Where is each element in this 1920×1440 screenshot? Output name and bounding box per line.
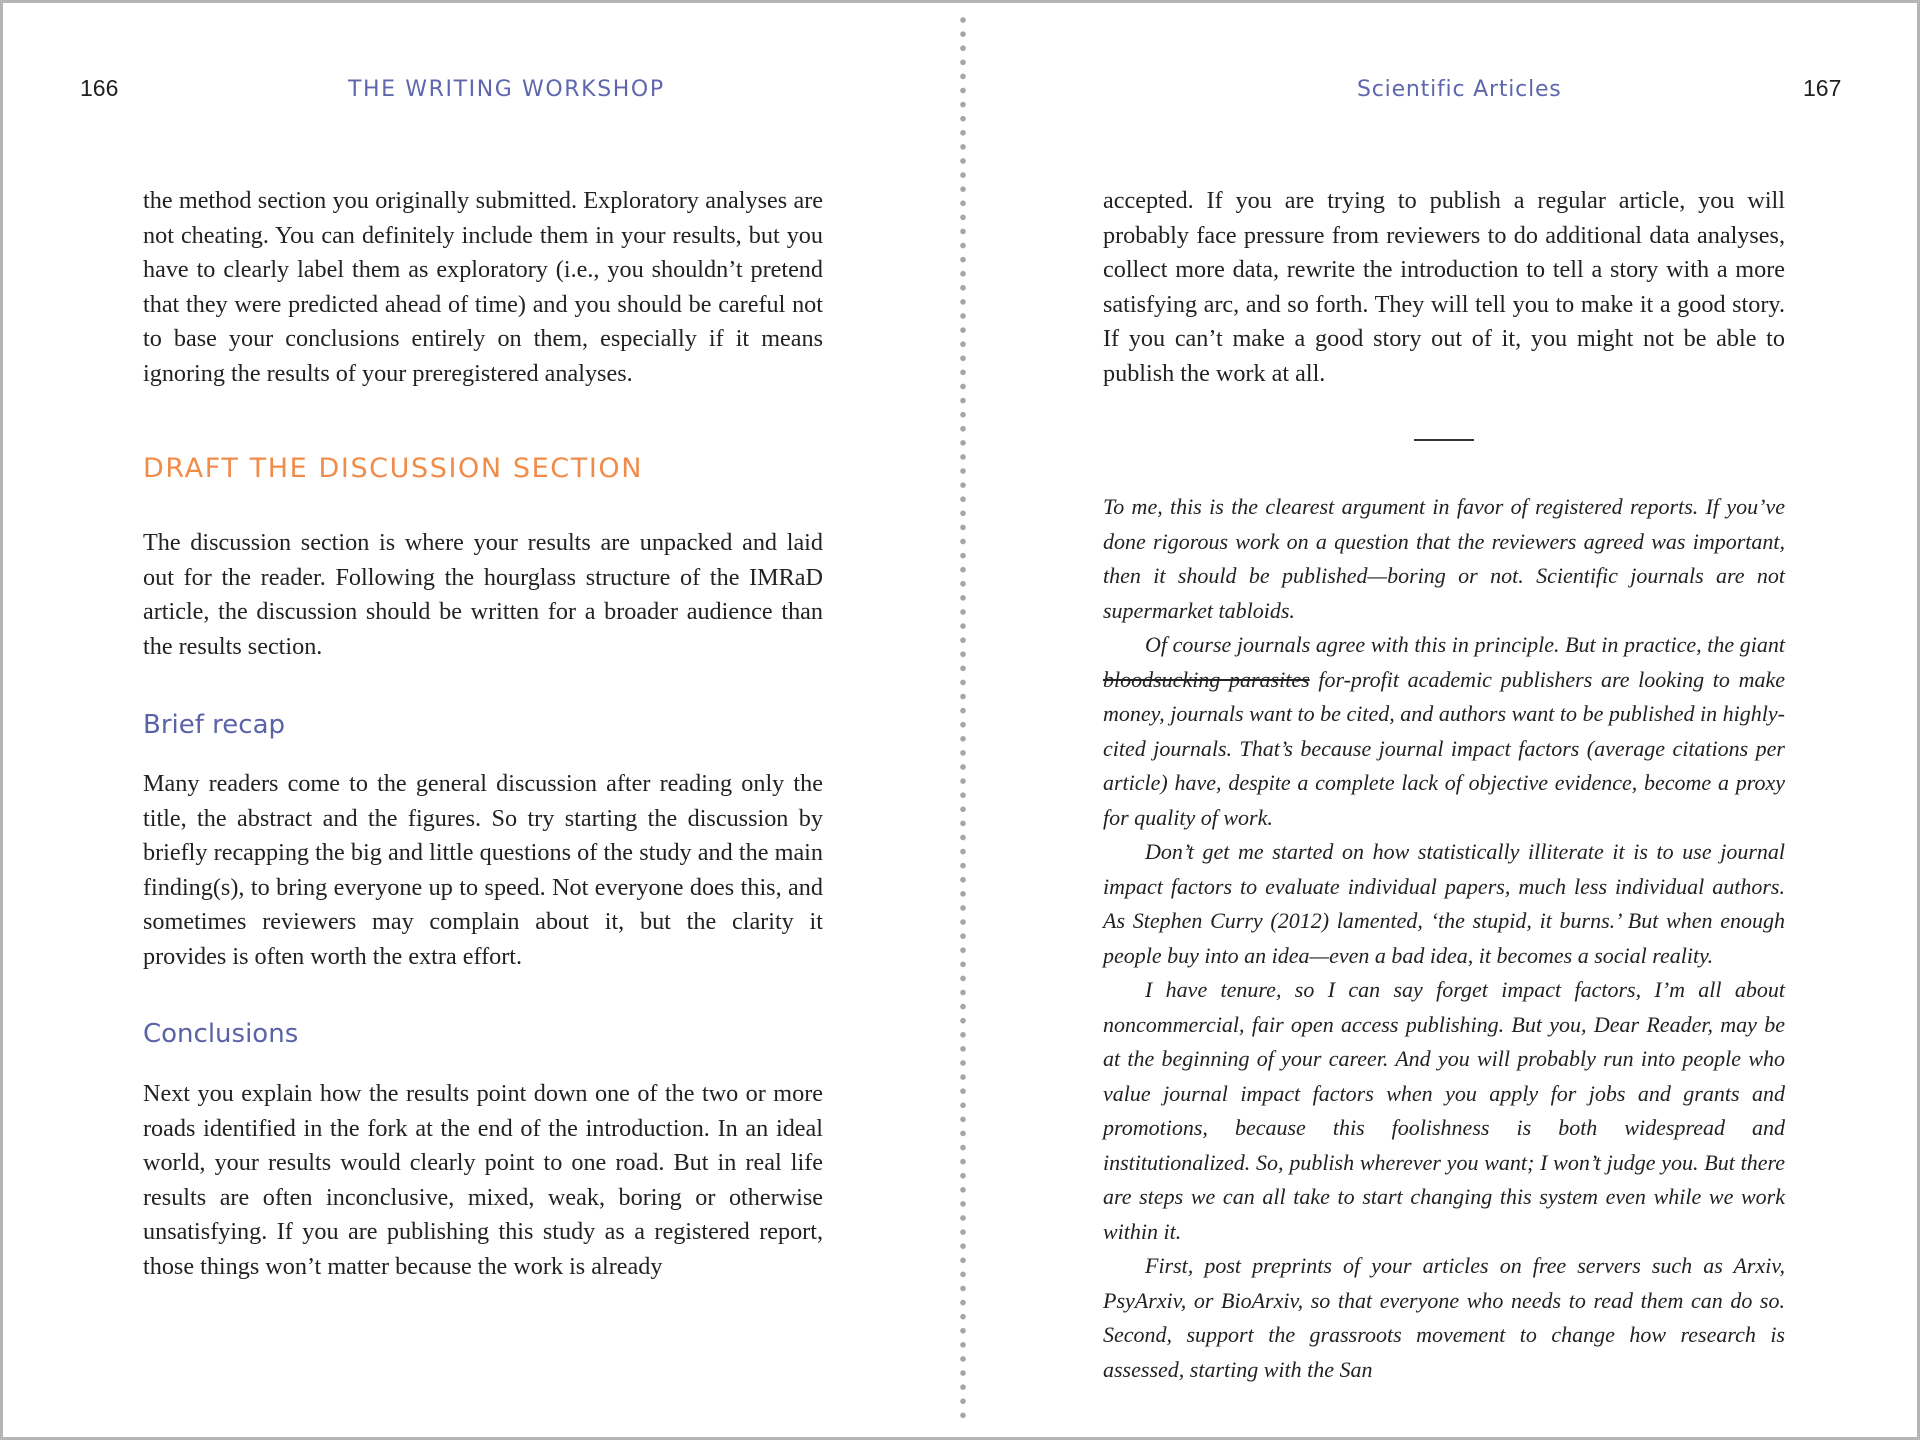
subheading-conclusions: Conclusions — [143, 1019, 299, 1049]
author-aside — [1103, 490, 1785, 1387]
discussion-paragraph: The discussion section is where your results are unpacked and laid out for the reader. Following the hourglass structure of the IMRaD article, the discussion should be written for a broader audience than the results section. — [143, 529, 823, 660]
right-page — [965, 3, 1917, 1437]
aside-paragraph: To me, this is the clearest argument in favor of registered reports. If you’ve done rigorous work on a question that the reviewers agreed was important, then it should be published—boring or not. Scientific journals are not supermarket tabloids. — [1103, 494, 1785, 623]
continued-paragraph: accepted. If you are trying to publish a regular article, you will probably face pressure from reviewers to do additional data analyses, collect more data, rewrite the introduction to tell a story with a more satisfying arc, and so forth. They will tell you to make it a good story. If you can’t make a good story out of it, you might not be able to publish the work at all. — [1103, 187, 1785, 387]
intro-paragraph: the method section you originally submitted. Exploratory analyses are not cheating. You can definitely include them in your results, but you have to clearly label them as exploratory (i.e., you shouldn’t pretend that they were predicted ahead of time) and you should be careful not to base your conclusions entirely on them, especially if it means ignoring the results of your preregistered analyses. — [143, 187, 823, 387]
running-head: Scientific Articles — [1357, 77, 1562, 102]
aside-paragraph: Of course journals agree with this in principle. But in practice, the giant bloodsucking parasites for-profit academic publishers are looking to make money, journals want to be cited, and authors want to be published in highly-cited journals. That’s because journal impact factors (average citations per article) have, despite a complete lack of objective evidence, become a proxy for quality of work. — [1103, 632, 1785, 830]
struck-text: bloodsucking parasites — [1103, 666, 1310, 692]
aside-paragraph: I have tenure, so I can say forget impact factors, I’m all about noncommercial, fair open access publishing. But you, Dear Reader, may be at the beginning of your career. And you will probably run into people who value journal impact factors when you apply for jobs and grants and promotions, because this foolishness is both widespread and institutionalized. So, publish wherever you want; I won’t judge you. But there are steps we can all take to start changing this system even while we work within it. — [1103, 977, 1785, 1244]
aside-paragraph: Don’t get me started on how statistically illiterate it is to use journal impact factors to evaluate individual papers, much less individual authors. As Stephen Curry (2012) lamented, ‘the stupid, it burns.’ But when enough people buy into an idea—even a bad idea, it becomes a social reality. — [1103, 839, 1785, 968]
page-number: 167 — [1803, 75, 1842, 101]
left-page — [3, 3, 958, 1437]
section-break-rule — [1414, 439, 1474, 441]
aside-paragraph: First, post preprints of your articles on free servers such as Arxiv, PsyArxiv, or BioArxiv, so that everyone who needs to read them can do so. Second, support the grassroots movement to change how research is assessed, starting with the San — [1103, 1253, 1785, 1382]
running-head: THE WRITING WORKSHOP — [348, 77, 665, 102]
section-heading: DRAFT THE DISCUSSION SECTION — [143, 453, 644, 484]
brief-recap-paragraph: Many readers come to the general discussion after reading only the title, the abstract and the figures. So try starting the discussion by briefly recapping the big and little questions of the study and the main finding(s), to bring everyone up to speed. Not everyone does this, and sometimes reviewers may complain about it, but the clarity it provides is often worth the extra effort. — [143, 770, 823, 970]
page-number: 166 — [80, 75, 119, 101]
subheading-brief-recap: Brief recap — [143, 710, 286, 740]
conclusions-paragraph: Next you explain how the results point down one of the two or more roads identified in the fork at the end of the introduction. In an ideal world, your results would clearly point to one road. But in real life results are often inconclusive, mixed, weak, boring or otherwise unsatisfying. If you are publishing this study as a registered report, those things won’t matter because the work is already — [143, 1080, 823, 1280]
